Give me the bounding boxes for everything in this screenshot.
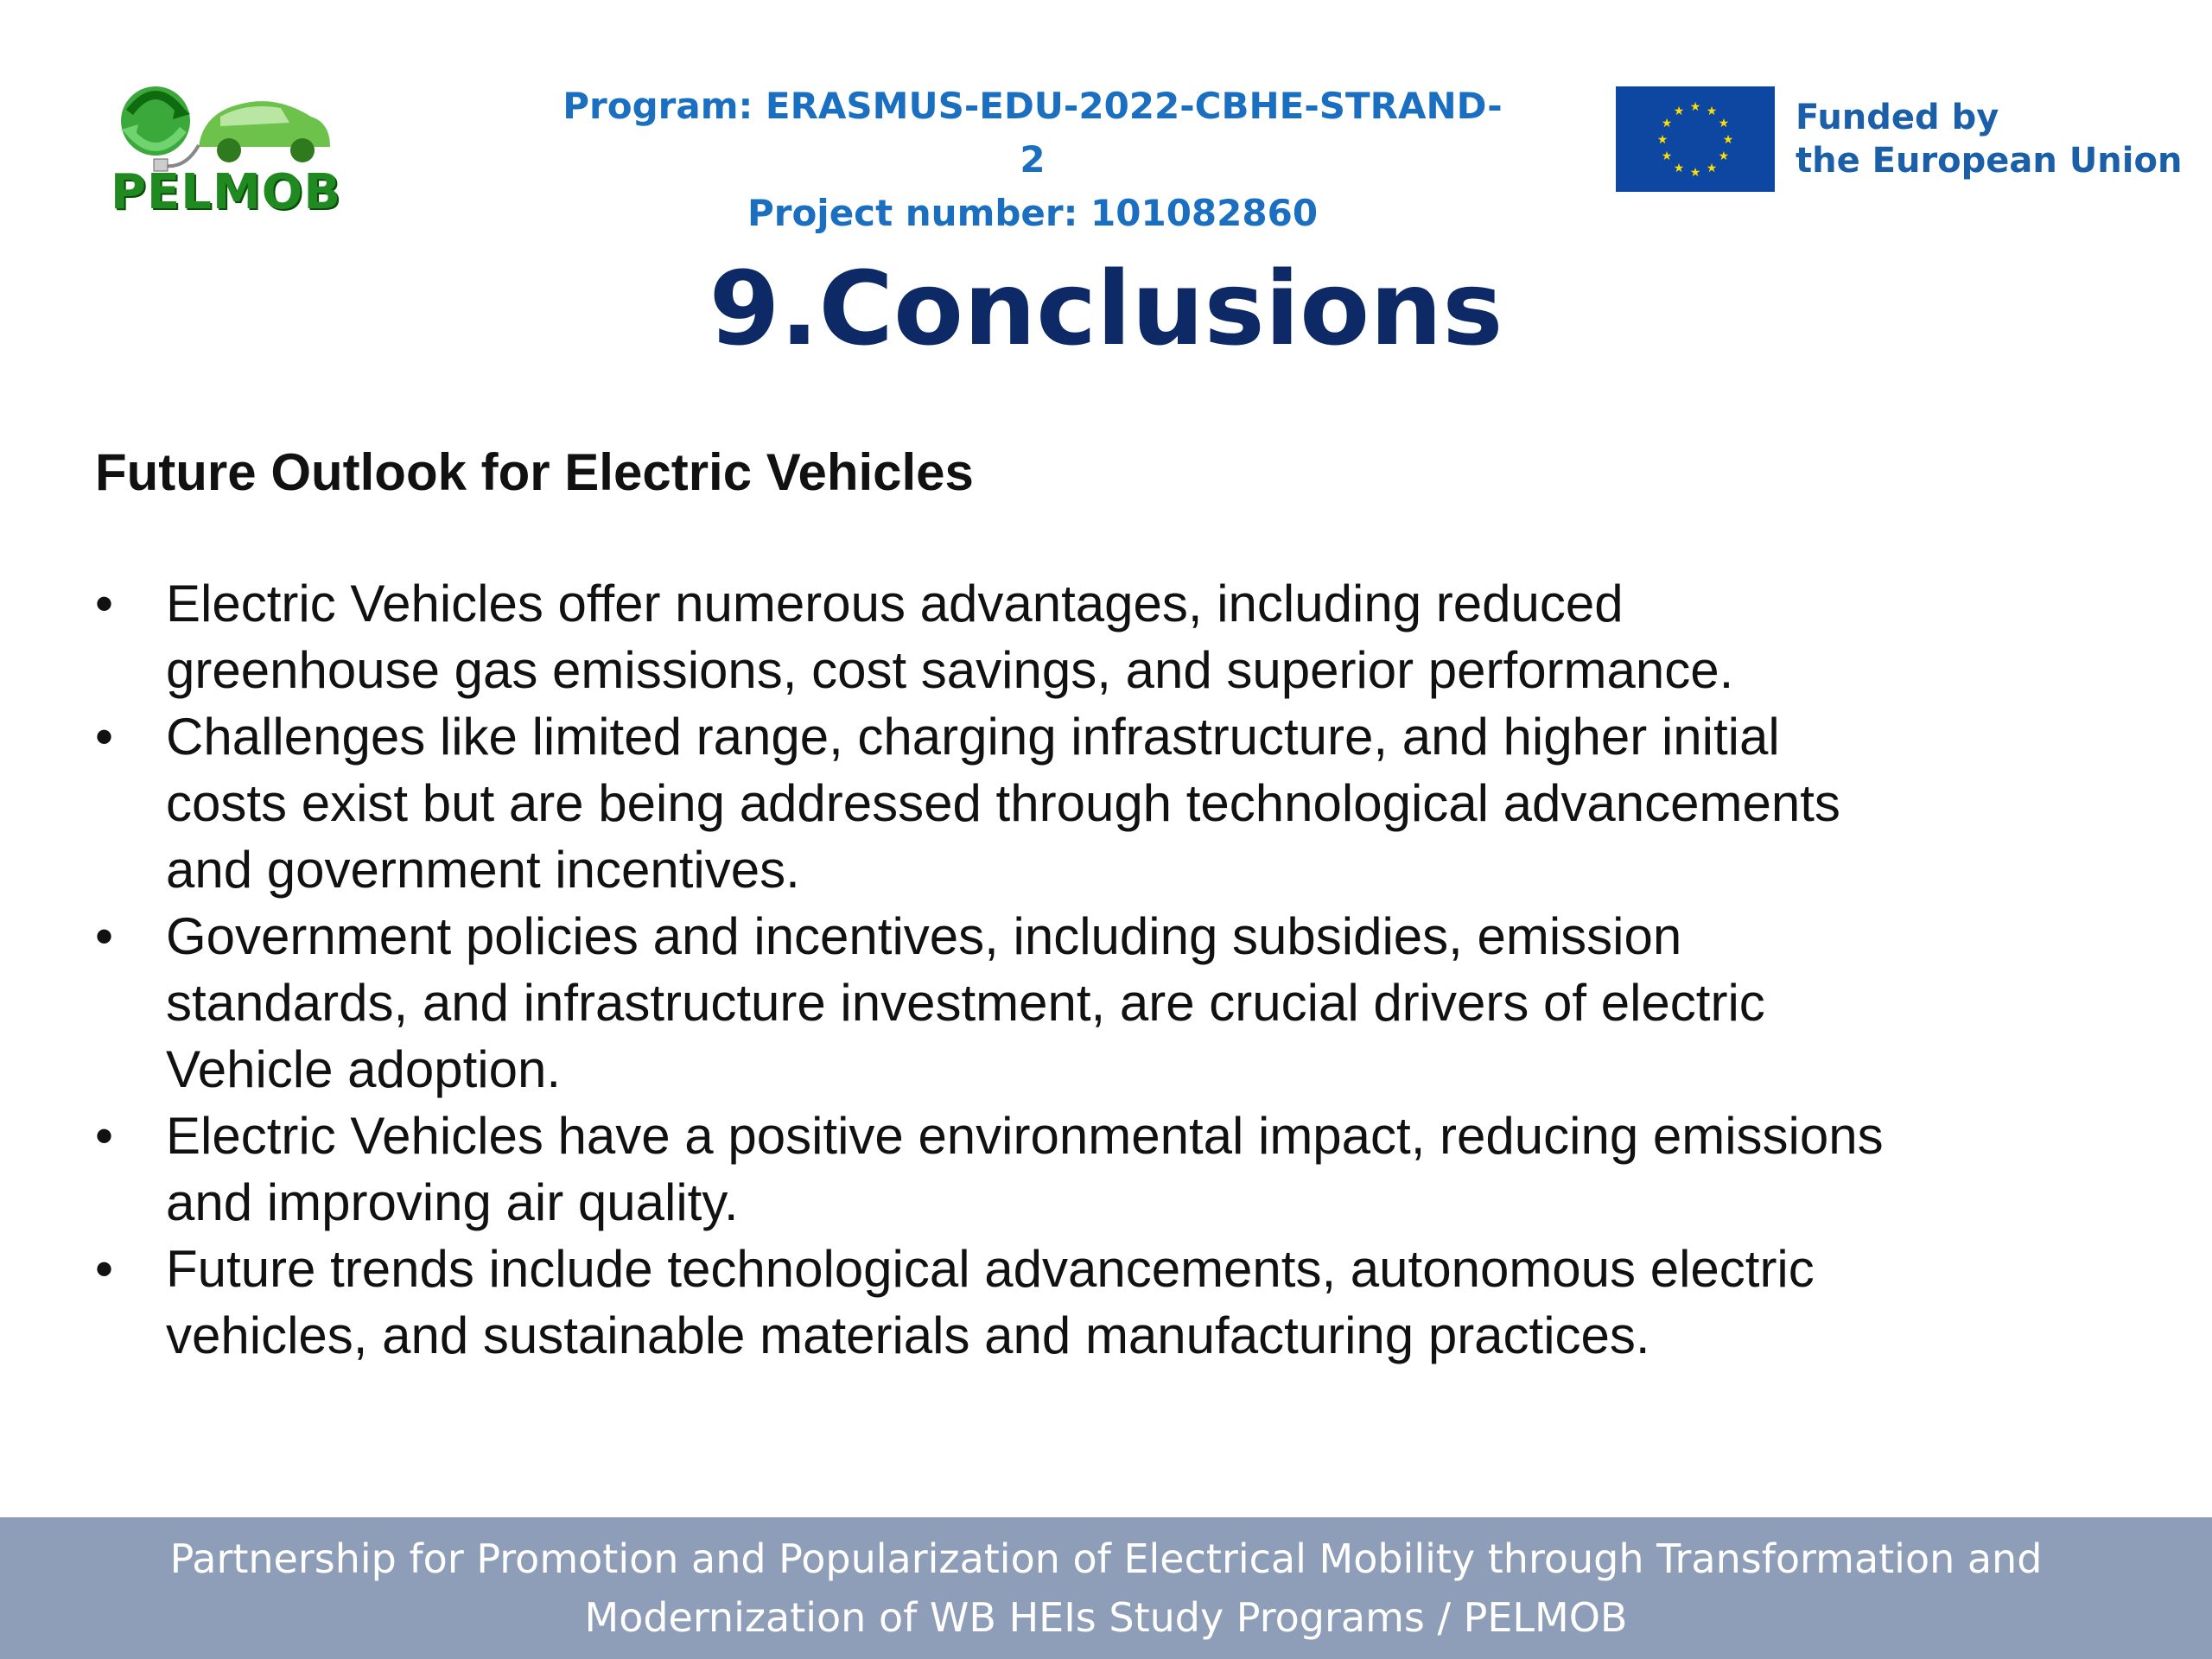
bullet-line: and improving air quality.	[166, 1173, 739, 1231]
bullet-line: Electric Vehicles have a positive environmental impact, reducing emissions	[166, 1107, 1884, 1165]
bullet-line: standards, and infrastructure investment, are crucial drivers of electric	[166, 974, 1765, 1032]
bullet-line: greenhouse gas emissions, cost savings, and superior performance.	[166, 641, 1734, 699]
eu-star-icon: ★	[1718, 116, 1730, 130]
bullet-item	[95, 903, 2039, 1103]
bullet-list	[95, 570, 2039, 1369]
bullet-marker: •	[95, 708, 114, 766]
bullet-line: Challenges like limited range, charging infrastructure, and higher initial	[166, 708, 1780, 766]
slide-subtitle: Future Outlook for Electric Vehicles	[95, 443, 974, 501]
eu-star-icon: ★	[1706, 160, 1718, 175]
bullet-item	[95, 1236, 2039, 1369]
eu-funded-by: Funded by	[1796, 98, 1999, 137]
eu-star-icon: ★	[1673, 104, 1685, 118]
eu-star-icon: ★	[1689, 165, 1701, 179]
bullet-line: costs exist but are being addressed through technological advancements	[166, 774, 1840, 832]
eu-flag-icon	[1616, 86, 1775, 192]
bullet-line: Vehicle adoption.	[166, 1040, 562, 1098]
eu-star-icon: ★	[1656, 132, 1669, 146]
bullet-marker: •	[95, 575, 114, 632]
program-info	[553, 79, 1512, 240]
bullet-line: Electric Vehicles offer numerous advantages, including reduced	[166, 575, 1624, 632]
bullet-item	[95, 703, 2039, 903]
bullet-line: and government incentives.	[166, 841, 800, 899]
bullet-line: vehicles, and sustainable materials and manufacturing practices.	[166, 1306, 1650, 1364]
eu-name: the European Union	[1796, 141, 2183, 181]
bullet-line: Future trends include technological advancements, autonomous electric	[166, 1240, 1815, 1298]
slide-title: 9.Conclusions	[709, 249, 1503, 368]
bullet-line: Government policies and incentives, including subsidies, emission	[166, 907, 1682, 965]
bullet-item	[95, 570, 2039, 703]
eu-funding-badge	[1616, 86, 2182, 192]
project-number: Project number: 101082860	[747, 192, 1319, 234]
logo-text: PELMOB	[111, 164, 341, 220]
eu-star-icon: ★	[1661, 116, 1673, 130]
eu-star-icon: ★	[1718, 149, 1730, 162]
program-line: Program: ERASMUS-EDU-2022-CBHE-STRAND-2	[563, 85, 1503, 181]
pelmob-logo	[104, 69, 341, 225]
footer-line: Modernization of WB HEIs Study Programs / PELMOB	[584, 1594, 1628, 1641]
eu-star-icon: ★	[1706, 104, 1718, 118]
bullet-marker: •	[95, 1240, 114, 1298]
bullet-marker: •	[95, 907, 114, 965]
bullet-item	[95, 1103, 2039, 1236]
footer-line: Partnership for Promotion and Popularization of Electrical Mobility through Transformation and	[169, 1535, 2043, 1582]
bullet-marker: •	[95, 1107, 114, 1165]
eu-star-icon: ★	[1722, 132, 1734, 146]
eu-star-icon: ★	[1689, 99, 1701, 113]
footer-banner	[0, 1517, 2212, 1659]
eu-star-icon: ★	[1661, 149, 1673, 162]
eu-star-icon: ★	[1673, 160, 1685, 175]
